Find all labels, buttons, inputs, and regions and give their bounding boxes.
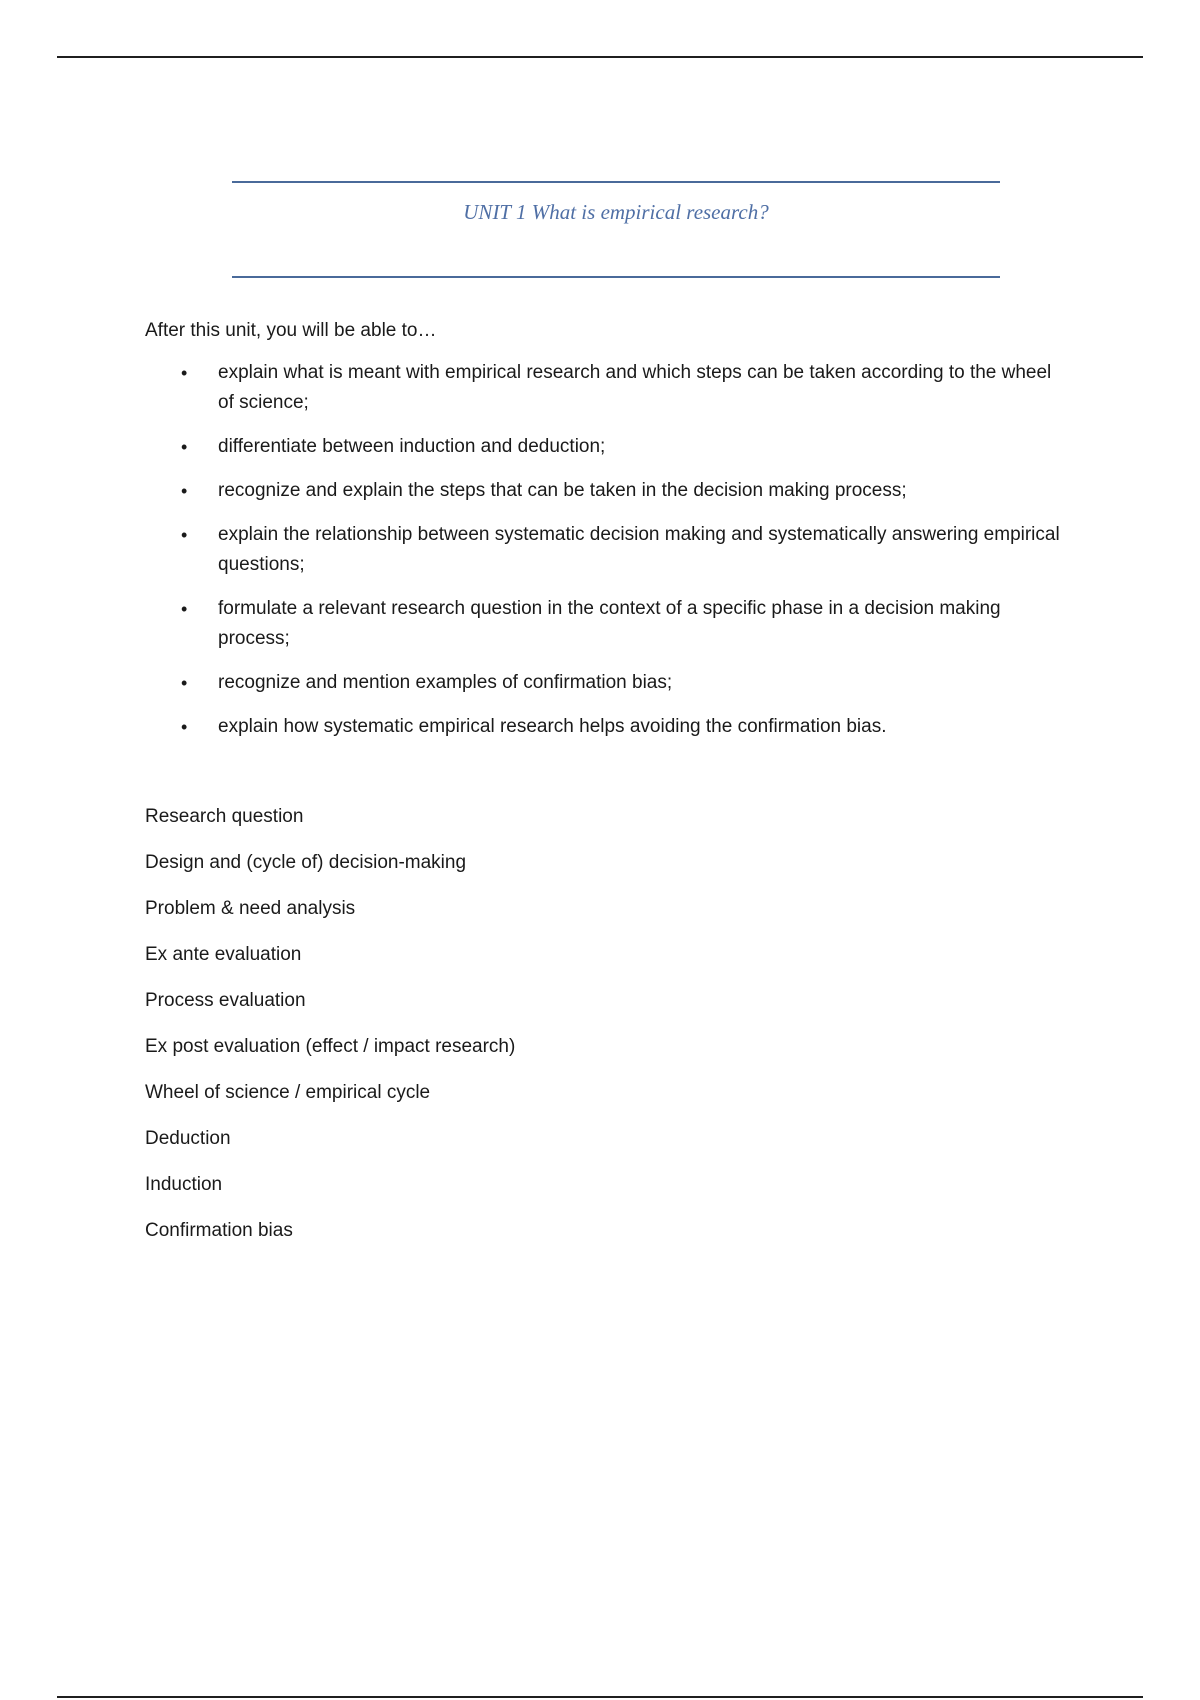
- objective-item: [145, 594, 1065, 654]
- objective-item: [145, 476, 1065, 506]
- key-term: Problem & need analysis: [145, 898, 356, 919]
- objective-text: recognize and mention examples of confirmation bias;: [218, 672, 673, 693]
- objective-text: explain the relationship between systematic decision making and systematically answering empirical questions;: [218, 524, 1060, 575]
- key-term: Design and (cycle of) decision-making: [145, 852, 467, 873]
- bullet-icon: •: [181, 481, 188, 501]
- title-lower-rule: [232, 276, 1000, 278]
- objective-item: [145, 520, 1065, 580]
- objective-text: formulate a relevant research question in the context of a specific phase in a decision making process;: [218, 598, 1001, 649]
- objective-item: [145, 358, 1065, 418]
- objective-item: [145, 712, 1065, 742]
- bullet-icon: •: [181, 525, 188, 545]
- key-term: Wheel of science / empirical cycle: [145, 1082, 431, 1103]
- document-body: [145, 316, 1065, 1262]
- key-term: Ex post evaluation (effect / impact research): [145, 1036, 516, 1057]
- page-top-rule: [57, 56, 1143, 58]
- key-terms-list: [145, 802, 1065, 1246]
- title-upper-rule: [232, 181, 1000, 183]
- bullet-icon: •: [181, 599, 188, 619]
- key-term: Deduction: [145, 1128, 231, 1149]
- learning-objectives-list: [145, 358, 1065, 742]
- objective-text: recognize and explain the steps that can be taken in the decision making process;: [218, 480, 907, 501]
- key-term: Ex ante evaluation: [145, 944, 302, 965]
- objective-item: [145, 432, 1065, 462]
- key-term: Induction: [145, 1174, 223, 1195]
- bullet-icon: •: [181, 717, 188, 737]
- bullet-icon: •: [181, 363, 188, 383]
- objective-text: explain how systematic empirical research helps avoiding the confirmation bias.: [218, 716, 887, 737]
- unit-title: UNIT 1 What is empirical research?: [463, 200, 769, 224]
- key-term: Confirmation bias: [145, 1220, 293, 1241]
- objective-text: explain what is meant with empirical research and which steps can be taken according to the wheel of science;: [218, 362, 1052, 413]
- key-term: Process evaluation: [145, 990, 306, 1011]
- objective-text: differentiate between induction and deduction;: [218, 436, 606, 457]
- bullet-icon: •: [181, 437, 188, 457]
- objective-item: [145, 668, 1065, 698]
- key-term: Research question: [145, 806, 304, 827]
- objectives-intro: After this unit, you will be able to…: [145, 320, 437, 341]
- page-bottom-rule: [57, 1696, 1143, 1698]
- bullet-icon: •: [181, 673, 188, 693]
